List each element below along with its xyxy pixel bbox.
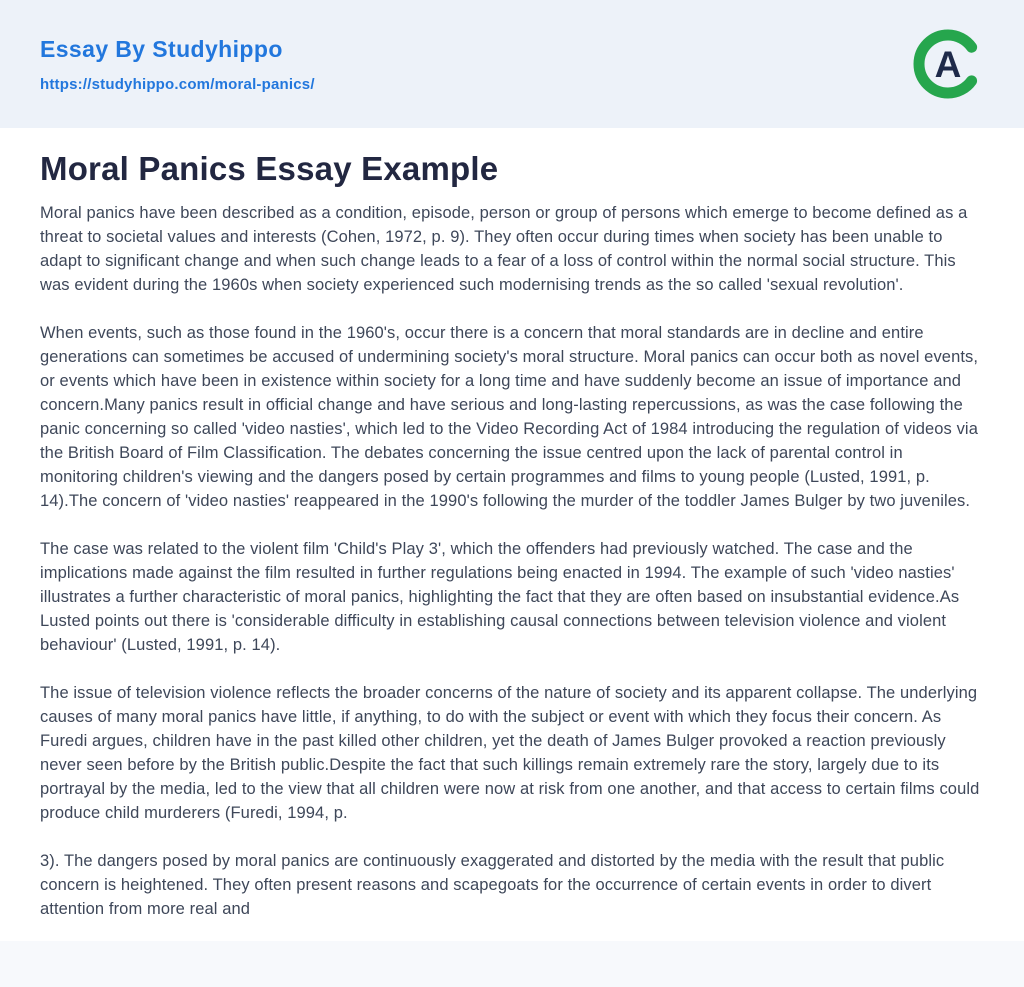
essay-paragraph: 3). The dangers posed by moral panics are continuously exaggerated and distorted by the media with the result that public concern is heightened. They often present reasons and scapegoats for the occurrence of certain events in order to divert attention from more real and [40,852,945,918]
essay-paragraph: The issue of television violence reflects the broader concerns of the nature of society and its apparent collapse. The underlying causes of many moral panics have little, if anything, to do with the subject or event with which they focus their concern. As Furedi argues, children have in the past killed other children, yet the death of James Bulger provoked a reaction previously never seen before by the British public.Despite the fact that such killings remain extremely rare the story, largely due to its portrayal by the media, led to the view that all children were now at risk from one another, and that access to certain films could produce child murderers (Furedi, 1994, p. [40,684,980,822]
page-title: Moral Panics Essay Example [40,150,499,187]
essay-paragraphs [40,201,984,921]
site-title-link[interactable]: Essay By Studyhippo [40,35,283,62]
essay-content [0,128,1024,921]
essay-paragraph: When events, such as those found in the 1960's, occur there is a concern that moral standards are in decline and entire generations can sometimes be accused of undermining society's moral structure. Moral panics can occur both as novel events, or events which have been in existence within society for a long time and have suddenly become an issue of importance and concern.Many panics result in official change and have serious and long-lasting repercussions, as was the case following the panic concerning so called 'video nasties', which led to the Video Recording Act of 1984 introducing the regulation of videos via the British Board of Film Classification. The debates concerning the issue centred upon the lack of parental control in monitoring children's viewing and the dangers posed by certain programmes and films to young people (Lusted, 1991, p. 14).The concern of 'video nasties' reappeared in the 1990's following the murder of the toddler James Bulger by two juveniles. [40,324,979,510]
logo-letter: A [934,44,962,85]
studyhippo-logo-icon [912,28,984,100]
essay-paragraph: Moral panics have been described as a condition, episode, person or group of persons which emerge to become defined as a threat to societal values and interests (Cohen, 1972, p. 9). They often occur during times when society has been unable to adapt to significant change and when such change leads to a fear of a loss of control within the normal social structure. This was evident during the 1960s when society experienced such modernising trends as the so called 'sexual revolution'. [40,204,968,294]
header-text-block [40,36,315,93]
essay-paragraph: The case was related to the violent film 'Child's Play 3', which the offenders had previously watched. The case and the implications made against the film resulted in further regulations being enacted in 1994. The example of such 'video nasties' illustrates a further characteristic of moral panics, highlighting the fact that they are often based on insubstantial evidence.As Lusted points out there is 'considerable difficulty in establishing causal connections between television violence and violent behaviour' (Lusted, 1991, p. 14). [40,540,960,654]
footer-background [0,941,1024,987]
page-header [0,0,1024,128]
source-url-link[interactable]: https://studyhippo.com/moral-panics/ [40,75,315,93]
